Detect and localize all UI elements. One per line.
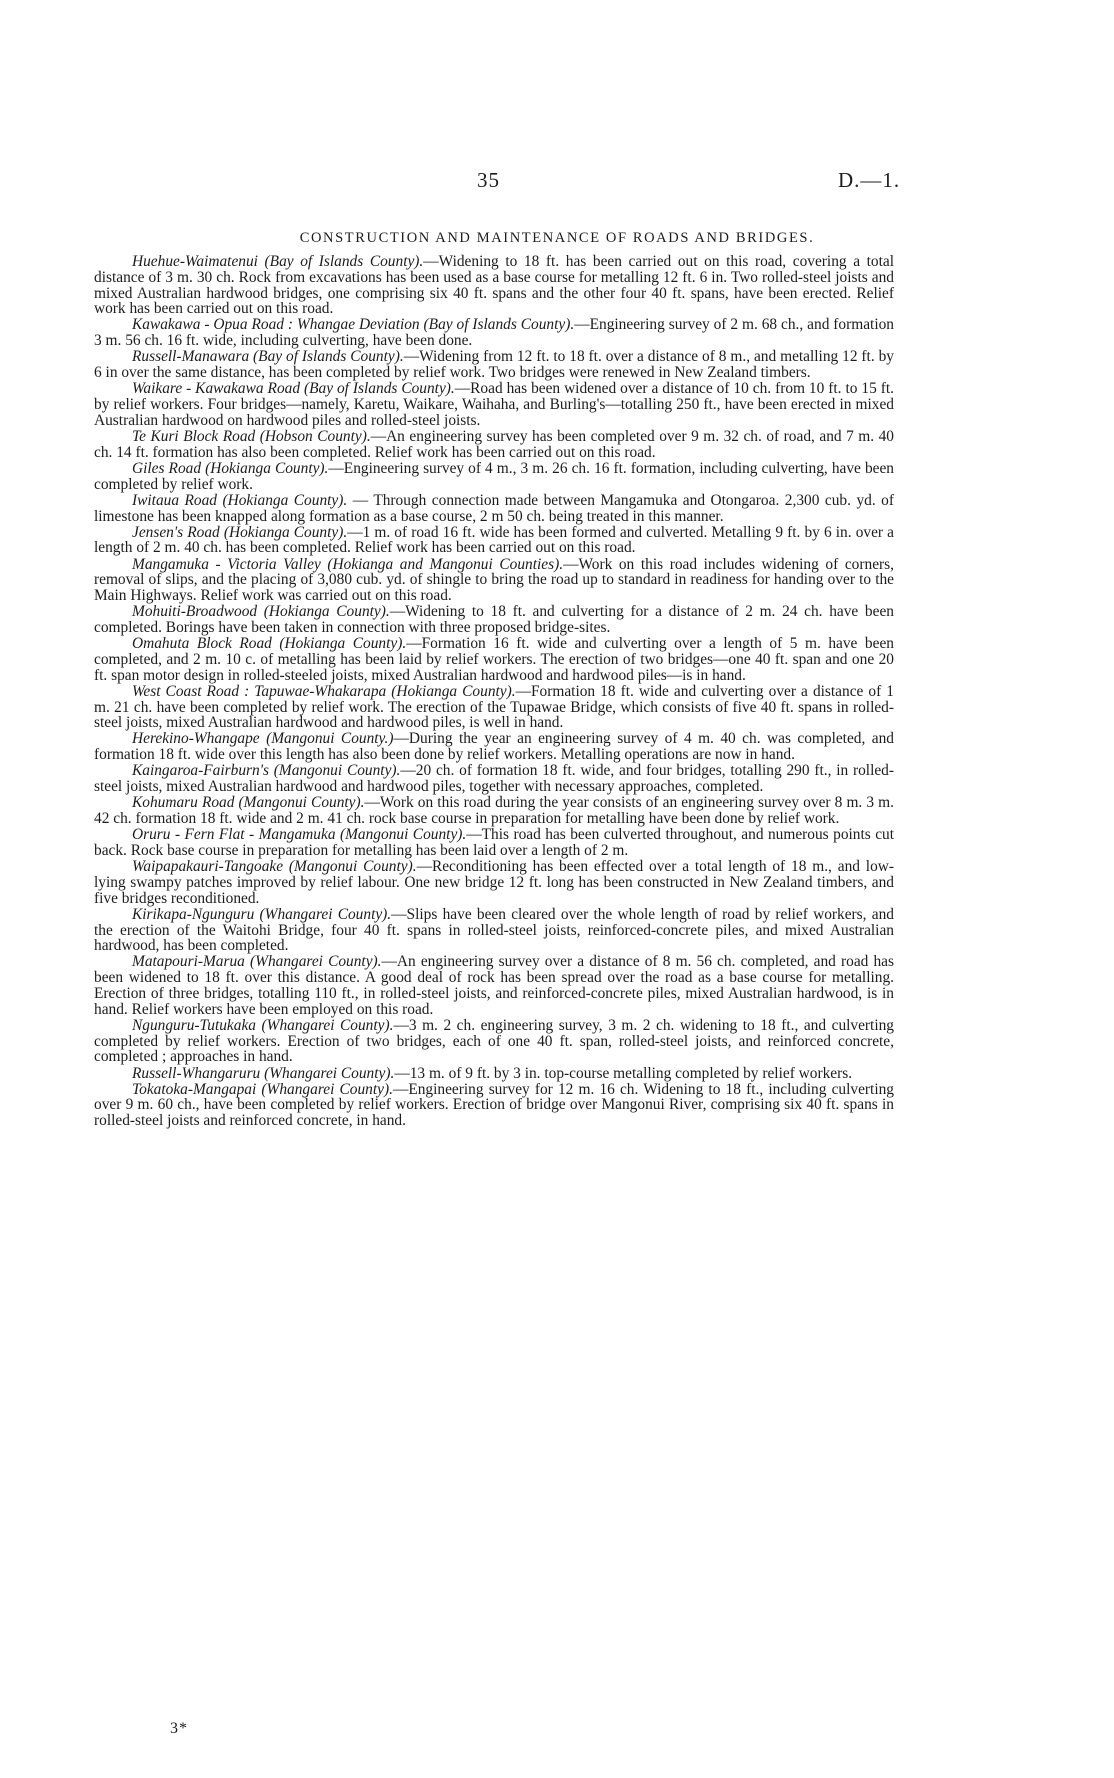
signature-mark: 3*: [170, 1720, 188, 1737]
page-number: 35: [477, 168, 500, 192]
paragraph: [94, 827, 894, 859]
road-name: Mangamuka - Victoria Valley (Hokianga and Mangonui Counties).: [132, 555, 564, 573]
road-name: Herekino-Whangape (Mangonui County.): [132, 730, 394, 748]
paragraph: [94, 1018, 894, 1065]
body-text: [94, 254, 894, 1129]
road-name: Iwitaua Road (Hokianga County).: [132, 491, 348, 509]
paragraph: [94, 907, 894, 954]
paragraph: [94, 429, 894, 461]
paragraph-text: —Formation 16 ft. wide and culverting over a length of 5 m. have been completed, and 2 m. 10 c. of metalling has been laid by relief workers. The erection of two bridges—one 40 ft. span and one 20 ft. span motor design in rolled-steeled joists, mixed Australian hardwood and hardwood piles—is in hand.: [94, 635, 894, 684]
paragraph: [94, 954, 894, 1017]
road-name: Kohumaru Road (Mangonui County).: [132, 794, 365, 812]
paragraph-text: —During the year an engineering survey of 4 m. 40 ch. was completed, and formation 18 ft. wide over this length has also been done by relief workers. Metalling operations are now in hand.: [94, 730, 894, 764]
road-name: Omahuta Block Road (Hokianga County).: [132, 635, 407, 653]
paragraph: [94, 604, 894, 636]
paragraph-text: —Widening from 12 ft. to 18 ft. over a distance of 8 m., and metalling 12 ft. by 6 in over the same distance, has been completed by relief work. Two bridges were renewed in New Zealand timbers.: [94, 348, 894, 382]
road-name: Giles Road (Hokianga County).: [132, 459, 329, 477]
road-name: Kaingaroa-Fairburn's (Mangonui County).: [132, 762, 401, 780]
section-title: CONSTRUCTION AND MAINTENANCE OF ROADS AND BRIDGES.: [299, 230, 815, 246]
road-name: Waipapakauri-Tangoake (Mangonui County).: [132, 858, 417, 876]
road-name: Kawakawa - Opua Road : Whangae Deviation (Bay of Islands County).: [132, 316, 575, 334]
road-name: Mohuiti-Broadwood (Hokianga County).: [132, 603, 390, 621]
road-name: West Coast Road : Tapuwae-Whakarapa (Hokianga County).: [132, 682, 516, 700]
paragraph: [94, 795, 894, 827]
paragraph-text: —Engineering survey of 2 m. 68 ch., and formation 3 m. 56 ch. 16 ft. wide, including culverting, have been done.: [94, 316, 894, 350]
paragraph: [94, 763, 894, 795]
paragraph-text: —3 m. 2 ch. engineering survey, 3 m. 2 ch. widening to 18 ft., and culverting completed by relief workers. Erection of two bridges, each of one 40 ft. span, rolled-steel joists, and reinforced concrete, completed ; approaches in hand.: [94, 1016, 895, 1066]
road-name: Tokatoka-Mangapai (Whangarei County).: [132, 1080, 393, 1098]
road-name: Russell-Whangaruru (Whangarei County).: [132, 1064, 395, 1082]
page-header: [0, 168, 1114, 198]
road-name: Ngunguru-Tutukaka (Whangarei County).: [132, 1016, 394, 1034]
road-name: Jensen's Road (Hokianga County).: [132, 523, 348, 541]
paragraph: [94, 731, 894, 763]
paragraph-text: —Work on this road includes widening of corners, removal of slips, and the placing of 3,080 cub. yd. of shingle to bring the road up to standard in readiness for handing over to the Main Highways. Relief work was carried out on this road.: [94, 555, 894, 605]
road-name: Russell-Manawara (Bay of Islands County).: [132, 348, 404, 366]
paragraph: [94, 1082, 894, 1129]
paragraph-text: —13 m. of 9 ft. by 3 in. top-course metalling completed by relief workers.: [394, 1064, 853, 1082]
paragraph-text: —This road has been culverted throughout, and numerous points cut back. Rock base course in preparation for metalling has been laid over a length of 2 m.: [94, 826, 895, 859]
paragraph-text: —An engineering survey has been completed over 9 m. 32 ch. of road, and 7 m. 40 ch. 14 ft. formation has also been completed. Relief work has been carried out on this road.: [94, 427, 894, 461]
paragraph: [94, 461, 894, 493]
document-reference: D.—1.: [838, 168, 901, 192]
paragraph-text: —Road has been widened over a distance of 10 ch. from 10 ft. to 15 ft. by relief workers. Four bridges—namely, Karetu, Waikare, Waihaha, and Burling's—totalling 250 ft., have been erected in mixed Australian hardwood on hardwood piles and rolled-steel joists.: [94, 380, 894, 429]
paragraph-text: —Formation 18 ft. wide and culverting over a distance of 1 m. 21 ch. have been completed by relief work. The erection of the Tupawae Bridge, which consists of five 40 ft. spans in rolled-steel joists, mixed Australian hardwood and hardwood piles, is well in hand.: [94, 682, 894, 732]
paragraph-text: —1 m. of road 16 ft. wide has been formed and culverted. Metalling 9 ft. by 6 in. over a length of 2 m. 40 ch. has been completed. Relief work has been carried out on this road.: [94, 523, 894, 557]
road-name: Oruru - Fern Flat - Mangamuka (Mangonui County).: [132, 826, 467, 844]
paragraph-text: —Reconditioning has been effected over a total length of 18 m., and low-lying swampy patches improved by relief labour. One new bridge 12 ft. long has been constructed in New Zealand timbers, and five bridges reconditioned.: [94, 858, 894, 907]
paragraph: [94, 525, 894, 557]
road-name: Matapouri-Marua (Whangarei County).: [132, 953, 382, 971]
road-name: Waikare - Kawakawa Road (Bay of Islands County).: [132, 380, 455, 398]
paragraph-text: —An engineering survey over a distance of 8 m. 56 ch. completed, and road has been widened to 18 ft. over this distance. A good deal of rock has been spread over the road as a base course for metalling. Erection of three bridges, totalling 110 ft., in rolled-steel joists, and reinforced-concrete piles, mixed Australian hardwood, is in hand. Relief workers have been employed on this road.: [94, 953, 895, 1018]
paragraph: [94, 859, 894, 906]
road-name: Te Kuri Block Road (Hobson County).: [132, 427, 371, 445]
road-name: Kirikapa-Ngunguru (Whangarei County).: [132, 905, 392, 923]
paragraph-text: —Slips have been cleared over the whole length of road by relief workers, and the erection of the Waitohi Bridge, four 40 ft. spans in rolled-steel joists, reinforced-concrete piles, and mixed Australian hardwood, has been completed.: [94, 905, 894, 955]
road-name: Huehue-Waimatenui (Bay of Islands County).: [132, 253, 424, 270]
paragraph-text: —Engineering survey for 12 m. 16 ch. Widening to 18 ft., including culverting over 9 m. 60 ch., have been completed by relief workers. Erection of bridge over Mangonui River, comprising six 40 ft. spans in rolled-steel joists and reinforced concrete, in hand.: [94, 1080, 894, 1130]
paragraph-text: —Engineering survey of 4 m., 3 m. 26 ch. 16 ft. formation, including culverting, have been completed by relief work.: [94, 459, 894, 493]
paragraph: [94, 557, 894, 604]
paragraph-text: —Widening to 18 ft. and culverting for a distance of 2 m. 24 ch. have been completed. Borings have been taken in connection with three proposed bridge-sites.: [94, 603, 894, 636]
paragraph: [94, 254, 894, 317]
paragraph: [94, 1066, 894, 1082]
paragraph-text: — Through connection made between Mangamuka and Otongaroa. 2,300 cub. yd. of limestone has been knapped along formation as a base course, 2 m 50 ch. being treated in this manner.: [94, 491, 894, 525]
paragraph: [94, 317, 894, 349]
paragraph: [94, 636, 894, 683]
paragraph: [94, 381, 894, 428]
paragraph-text: —20 ch. of formation 18 ft. wide, and four bridges, totalling 290 ft., in rolled-steel joists, mixed Australian hardwood and hardwood piles, together with necessary approaches, completed.: [94, 762, 895, 796]
paragraph: [94, 493, 894, 525]
paragraph-text: —Work on this road during the year consists of an engineering survey over 8 m. 3 m. 42 ch. formation 18 ft. wide and 2 m. 41 ch. rock base course in preparation for metalling have been done by relief work.: [94, 794, 894, 828]
paragraph: [94, 349, 894, 381]
paragraph-text: —Widening to 18 ft. has been carried out on this road, covering a total distance of 3 m. 30 ch. Rock from excavations has been used as a base course for metalling 12 ft. 6 in. Two rolled-steel joists and mixed Australian hardwood bridges, one comprising six 40 ft. spans and the other four 40 ft. spans, have been erected. Relief work has been carried out on this road.: [94, 253, 894, 318]
paragraph: [94, 684, 894, 731]
